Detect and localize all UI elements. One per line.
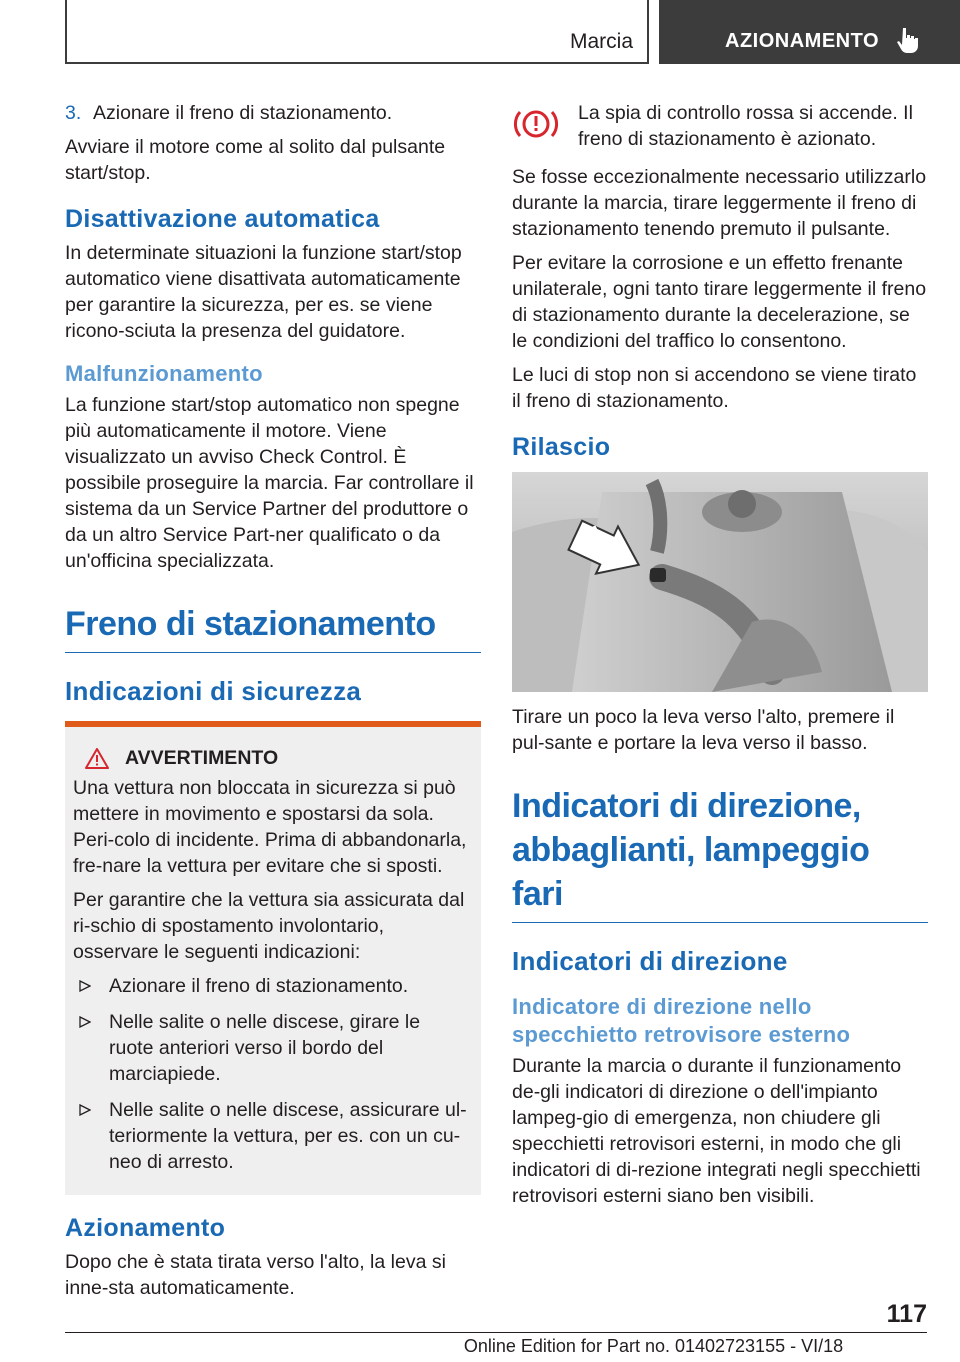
paragraph-operation: Dopo che è stata tirata verso l'alto, la leva si inne-sta automaticamente. [65,1251,446,1299]
list-item-text: Nelle salite o nelle discese, girare le ruote anteriori verso il bordo del marciapiede. [109,1011,421,1085]
header-section: Marcia [569,30,633,53]
warning-paragraph-1: Una vettura non bloccata in sicurezza si può mettere in movimento e spostarsi da sola. Peri-colo di incidente. Prima di abbandonarla, fre-nare la vettura per evitare che si sposti. [73,777,467,877]
warning-triangle-icon [85,748,109,769]
list-item [73,973,469,999]
heading-auto-deactivation: Disattivazione automatica [65,205,380,233]
footer-divider [65,1332,927,1333]
page-number: 117 [886,1300,927,1328]
heading-indicators-main: Indicatori di direzione, abbaglianti, lampeggio fari [512,784,928,923]
warning-paragraph-2: Per garantire che la vettura sia assicurata dal ri-schio di spostamento involontario, osservare le seguenti indicazioni: [73,889,465,963]
step-text: Azionare il freno di stazionamento. [93,102,393,124]
warning-title-row [73,745,469,771]
footer-edition: Online Edition for Part no. 01402723155 - VI/18 [463,1336,844,1356]
list-item [73,1009,469,1087]
heading-malfunction: Malfunzionamento [65,361,263,386]
paragraph-brake-lights: Le luci di stop non si accendono se viene tirato il freno di stazionamento. [512,364,917,412]
left-column [65,100,481,1309]
bullet-triangle-icon [73,1097,109,1175]
heading-operation: Azionamento [65,1214,226,1242]
paragraph-start-engine: Avviare il motore come al solito dal pulsante start/stop. [65,136,446,184]
heading-mirror-indicator: Indicatore di direzione nello specchietto retrovisore esterno [512,994,851,1047]
parking-brake-warning-lamp-icon [512,100,578,147]
paragraph-corrosion: Per evitare la corrosione e un effetto frenante unilaterale, ogni tanto tirare leggermente il freno di stazionamento durante la decelerazione, se le condizioni del traffico lo consentono. [512,252,927,352]
indicator-lamp-text: La spia di controllo rossa si accende. Il freno di stazionamento è azionato. [578,102,913,150]
heading-parking-brake: Freno di stazionamento [65,602,481,653]
bullet-triangle-icon [73,973,109,999]
header-chapter: AZIONAMENTO [725,30,880,52]
heading-release: Rilascio [512,433,611,461]
header-section-box [65,0,649,64]
bullet-triangle-icon [73,1009,109,1087]
heading-turn-indicators: Indicatori di direzione [512,946,788,976]
parking-brake-lever-illustration [512,472,928,692]
paragraph-mirror-indicator: Durante la marcia o durante il funzionamento de-gli indicatori di direzione o dell'impianto lampeg-gio di emergenza, non chiudere gli specchietti retrovisori esterni, in modo che gli indicatori di di-rezione integrati negli specchietti retrovisori esterni siano ben visibili. [512,1055,921,1207]
warning-box [65,721,481,1195]
paragraph-auto-deactivation: In determinate situazioni la funzione start/stop automatico viene disattivata automaticamente per garantire la sicurezza, per es. se viene ricono-sciuta la presenza del guidatore. [65,242,462,342]
header-chapter-box [659,0,960,64]
paragraph-emergency-use: Se fosse eccezionalmente necessario utilizzarlo durante la marcia, tirare leggermente il freno di stazionamento tenendo premuto il pulsante. [512,166,927,240]
paragraph-release: Tirare un poco la leva verso l'alto, premere il pul-sante e portare la leva verso il basso. [512,706,895,754]
list-item [73,1097,469,1175]
warning-list [73,973,469,1175]
step-number: 3. [65,102,82,124]
list-item-text: Azionare il freno di stazionamento. [109,975,409,997]
list-item-text: Nelle salite o nelle discese, assicurare ul-teriormente la vettura, per es. con un cu-neo di arresto. [109,1099,467,1173]
step-3 [65,100,481,126]
right-column [512,100,928,1217]
paragraph-malfunction: La funzione start/stop automatico non spegne più automaticamente il motore. Viene visualizzato un avviso Check Control. È possibile proseguire la marcia. Far controllare il sistema da un Service Partner del produttore o da un altro Service Part-ner qualificato o da un'officina specializzata. [65,394,474,572]
warning-title: AVVERTIMENTO [125,747,279,769]
pointing-hand-icon [895,26,921,54]
heading-safety: Indicazioni di sicurezza [65,676,362,706]
indicator-lamp-note [512,100,928,152]
